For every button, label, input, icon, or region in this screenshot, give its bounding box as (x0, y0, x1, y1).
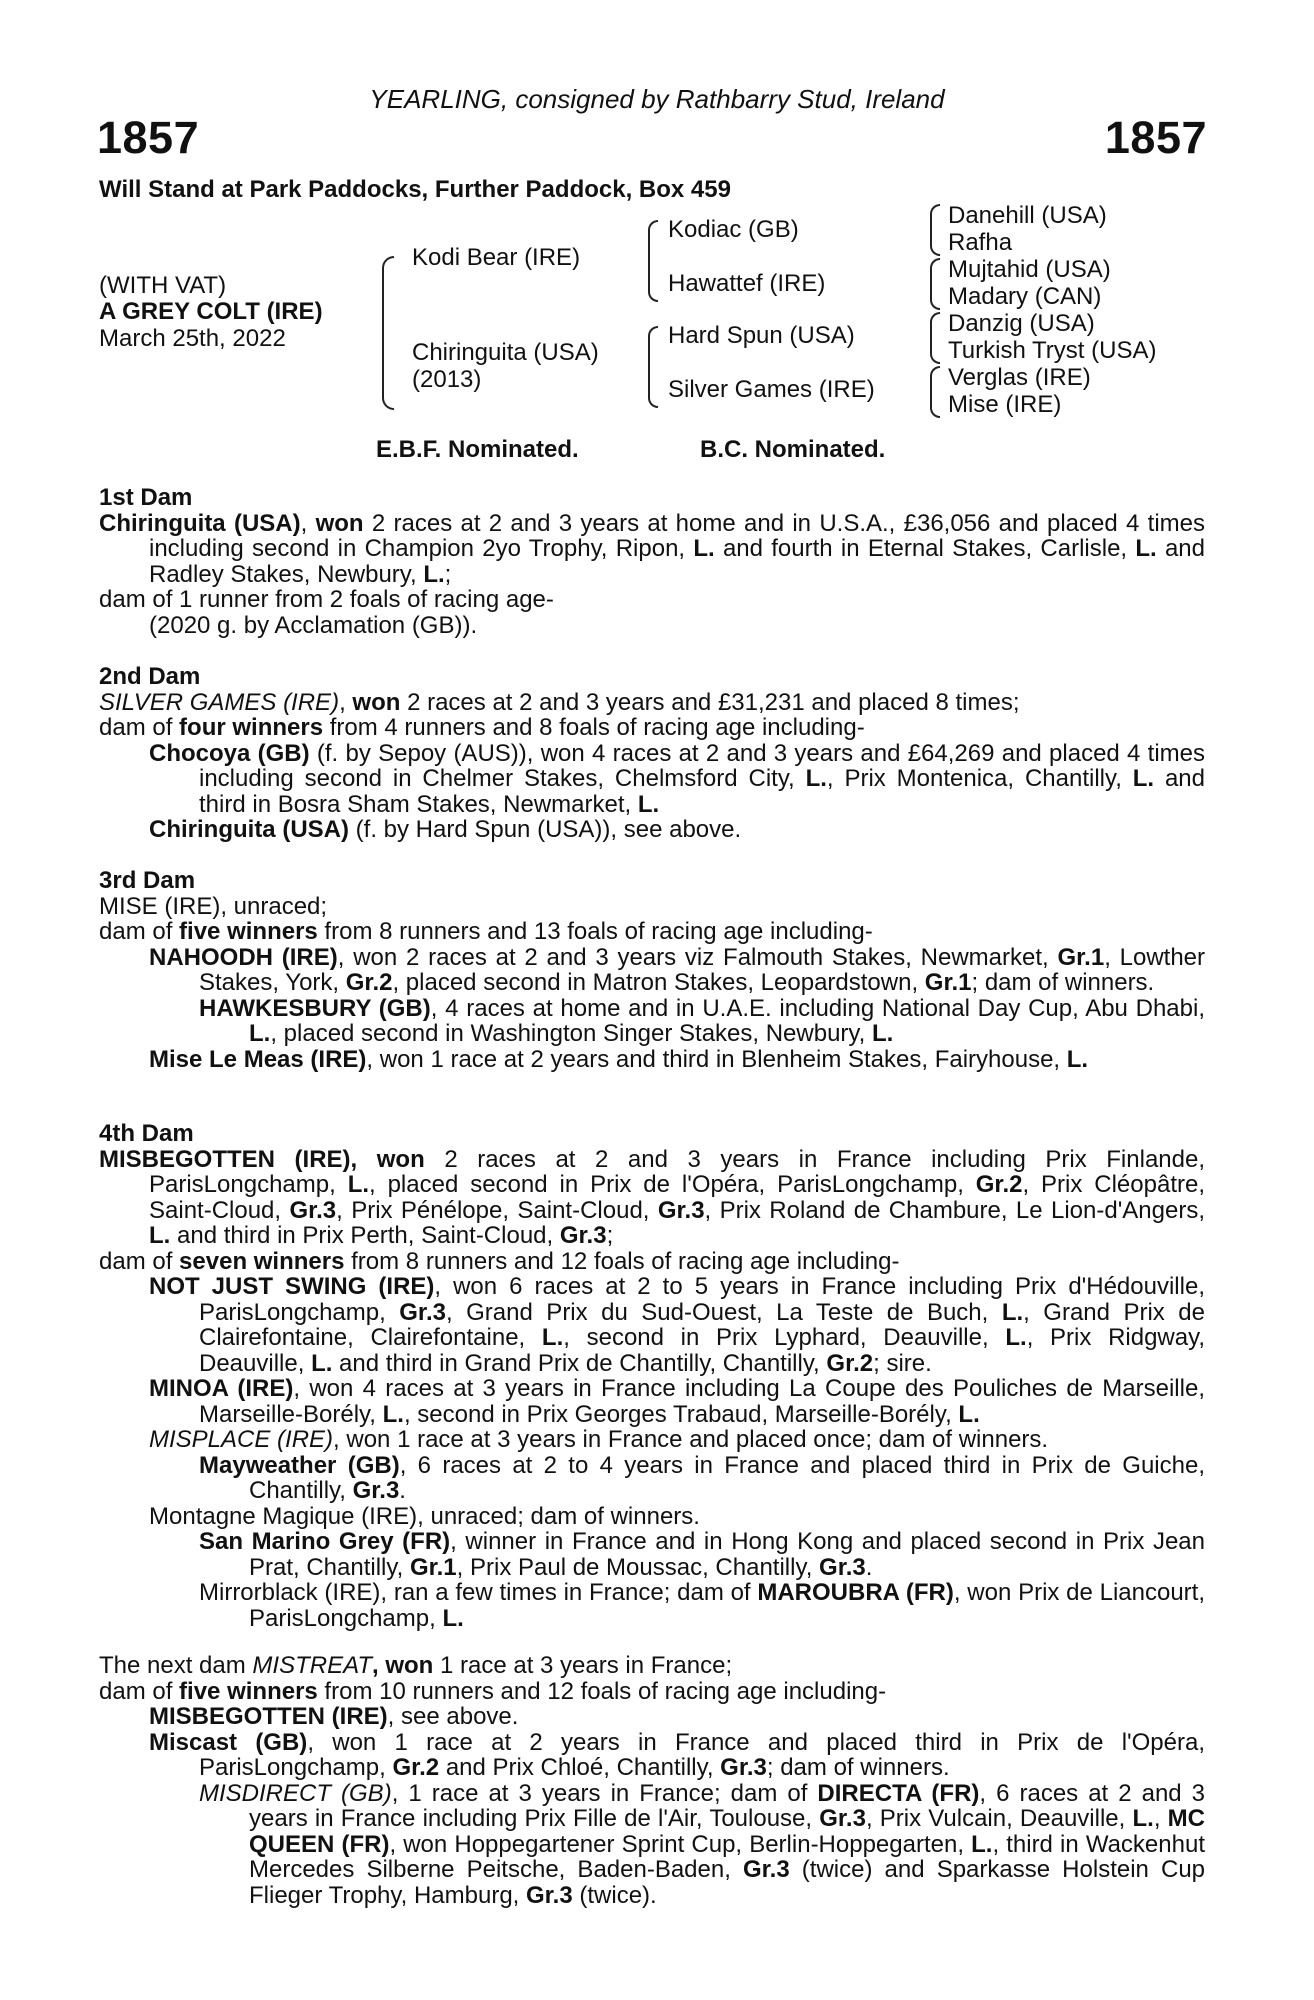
produce-entry: Mise Le Meas (IRE), won 1 race at 2 years and third in Blenheim Stakes, Fairyhouse, L. (149, 1045, 1089, 1073)
dam-sire: Hard Spun (USA) (668, 322, 855, 349)
lot-number-left: 1857 (97, 112, 200, 163)
dam-year: (2013) (412, 366, 482, 393)
produce-entry: NOT JUST SWING (IRE), won 6 races at 2 to 5 years in France including Prix d'Hédouville, ParisLongchamp, Gr.3, Grand Prix du Sud-Ouest, La Teste de Buch, L., Grand Prix de Clairefontaine, Clairefontaine, L., second in Prix Lyphard, Deauville, L., Prix Ridgway, Deauville, L. and third in Grand Prix de Chantilly, Chantilly, Gr.2; sire. (149, 1273, 1205, 1377)
first-dam-record: Chiringuita (USA), won 2 races at 2 and 3 years at home and in U.S.A., £36,056 and placed 4 times including second in Champion 2yo Trophy, Ripon, L. and fourth in Eternal Stakes, Carlisle, L. and Radley Stakes, Newbury, L.; (99, 509, 1206, 588)
first-dam-section (99, 485, 1205, 638)
bc-nomination: B.C. Nominated. (700, 436, 886, 463)
produce-entry: HAWKESBURY (GB), 4 races at home and in U.A.E. including National Day Cup, Abu Dhabi, L., placed second in Washington Singer Stakes, Newbury, L. (199, 994, 1206, 1047)
sire-sire: Kodiac (GB) (668, 216, 799, 243)
ancestor-8: Mise (IRE) (948, 391, 1062, 418)
fourth-dam-heading: 4th Dam (99, 1120, 194, 1147)
produce-entry: Chiringuita (USA) (f. by Hard Spun (USA)), see above. (149, 816, 742, 843)
pedigree-brace-sire (648, 220, 658, 302)
next-dam-record: The next dam MISTREAT, won 1 race at 3 years in France; (99, 1652, 733, 1679)
vat-note: (WITH VAT) (99, 272, 227, 299)
second-dam-produce-summary: dam of four winners from 4 runners and 8 foals of racing age including- (99, 714, 865, 741)
next-dam-section (99, 1653, 1205, 1908)
produce-entry: MISDIRECT (GB), 1 race at 3 years in France; dam of DIRECTA (FR), 6 races at 2 and 3 years in France including Prix Fille de l'Air, Toulouse, Gr.3, Prix Vulcain, Deauville, L., MC QUEEN (FR), won Hoppegartener Sprint Cup, Berlin-Hoppegarten, L., third in Wackenhut Mercedes Silberne Peitsche, Baden-Baden, Gr.3 (twice) and Sparkasse Holstein Cup Flieger Trophy, Hamburg, Gr.3 (twice). (199, 1779, 1206, 1909)
ebf-nomination: E.B.F. Nominated. (376, 436, 579, 463)
second-dam-heading: 2nd Dam (99, 663, 201, 690)
dam-name: Chiringuita (USA) (99, 509, 301, 537)
horse-name: A GREY COLT (IRE) (99, 298, 323, 325)
ancestor-4: Madary (CAN) (948, 283, 1102, 310)
pedigree-brace-g3 (930, 312, 940, 364)
pedigree-brace-main (382, 256, 394, 410)
second-dam-record: SILVER GAMES (IRE), won 2 races at 2 and 3 years and £31,231 and placed 8 times; (99, 688, 1020, 716)
produce-entry: Miscast (GB), won 1 race at 2 years in France and placed third in Prix de l'Opéra, ParisLongchamp, Gr.2 and Prix Chloé, Chantilly, Gr.3; dam of winners. (149, 1728, 1206, 1781)
first-dam-heading: 1st Dam (99, 484, 193, 511)
produce-entry: San Marino Grey (FR), winner in France and in Hong Kong and placed second in Prix Jean Prat, Chantilly, Gr.1, Prix Paul de Moussac, Chantilly, Gr.3. (199, 1528, 1205, 1581)
third-dam-section (99, 868, 1205, 1072)
pedigree-brace-dam (648, 326, 658, 408)
stand-location: Will Stand at Park Paddocks, Further Paddock, Box 459 (99, 176, 731, 203)
produce-entry: Chocoya (GB) (f. by Sepoy (AUS)), won 4 races at 2 and 3 years and £64,269 and placed 4 times including second in Chelmer Stakes, Chelmsford City, L., Prix Montenica, Chantilly, L. and third in Bosra Sham Stakes, Newmarket, L. (149, 739, 1206, 818)
fourth-dam-record: MISBEGOTTEN (IRE), won 2 races at 2 and 3 years in France including Prix Finlande, ParisLongchamp, L., placed second in Prix de l'Opéra, ParisLongchamp, Gr.2, Prix Cléopâtre, Saint-Cloud, Gr.3, Prix Pénélope, Saint-Cloud, Gr.3, Prix Roland de Chambure, Le Lion-d'Angers, L. and third in Prix Perth, Saint-Cloud, Gr.3; (99, 1145, 1205, 1249)
produce-entry: MISBEGOTTEN (IRE), see above. (149, 1703, 519, 1730)
ancestor-1: Danehill (USA) (948, 202, 1107, 229)
ancestor-5: Danzig (USA) (948, 310, 1095, 337)
third-dam-produce-summary: dam of five winners from 8 runners and 13 foals of racing age including- (99, 918, 873, 945)
sire: Kodi Bear (IRE) (412, 244, 581, 271)
next-dam-produce-summary: dam of five winners from 10 runners and 12 foals of racing age including- (99, 1677, 887, 1705)
dam: Chiringuita (USA) (412, 339, 599, 366)
produce-entry: Montagne Magique (IRE), unraced; dam of winners. (149, 1502, 700, 1530)
third-dam-heading: 3rd Dam (99, 867, 196, 894)
ancestor-3: Mujtahid (USA) (948, 256, 1111, 283)
dam-dam: Silver Games (IRE) (668, 376, 875, 403)
sire-dam: Hawattef (IRE) (668, 270, 826, 297)
first-dam-foal: (2020 g. by Acclamation (GB)). (149, 611, 478, 639)
produce-entry: MINOA (IRE), won 4 races at 3 years in France including La Coupe des Pouliches de Marseille, Marseille-Borély, L., second in Prix Georges Trabaud, Marseille-Borély, L. (149, 1375, 1205, 1428)
fourth-dam-section (99, 1121, 1205, 1631)
foaling-date: March 25th, 2022 (99, 325, 286, 352)
pedigree-brace-g2 (930, 258, 940, 310)
produce-entry: Mayweather (GB), 6 races at 2 to 4 years in France and placed third in Prix de Guiche, Chantilly, Gr.3. (199, 1451, 1205, 1504)
lot-number-right: 1857 (1104, 112, 1207, 163)
ancestor-6: Turkish Tryst (USA) (948, 337, 1157, 364)
produce-entry: Mirrorblack (IRE), ran a few times in France; dam of MAROUBRA (FR), won Prix de Liancourt, ParisLongchamp, L. (199, 1579, 1206, 1632)
pedigree-brace-g4 (930, 366, 940, 418)
ancestor-7: Verglas (IRE) (948, 364, 1091, 391)
produce-entry: NAHOODH (IRE), won 2 races at 2 and 3 years viz Falmouth Stakes, Newmarket, Gr.1, Lowther Stakes, York, Gr.2, placed second in Matron Stakes, Leopardstown, Gr.1; dam of winners. (149, 943, 1206, 996)
pedigree-brace-g1 (930, 204, 940, 256)
first-dam-produce-summary: dam of 1 runner from 2 foals of racing age- (99, 586, 554, 613)
ancestor-2: Rafha (948, 229, 1013, 256)
second-dam-section (99, 664, 1205, 843)
consignment-line: YEARLING, consigned by Rathbarry Stud, Ireland (369, 84, 945, 114)
produce-entry: MISPLACE (IRE), won 1 race at 3 years in France and placed once; dam of winners. (149, 1426, 1049, 1453)
fourth-dam-produce-summary: dam of seven winners from 8 runners and 12 foals of racing age including- (99, 1247, 900, 1275)
third-dam-record: MISE (IRE), unraced; (99, 892, 328, 920)
